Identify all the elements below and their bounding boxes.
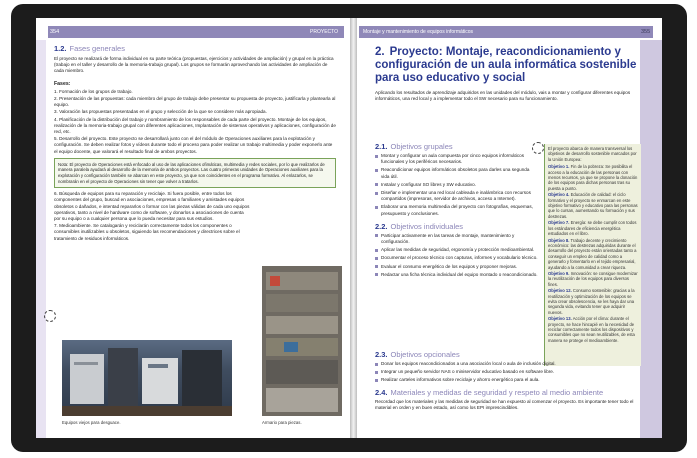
ods-item: Objetivo 8. Trabajo decente y crecimiento económico: las destrezas adquiridas durante el desarrollo del proyecto están orientadas tanto a conseguir un empleo de calidad como a generarlo y fomentarlo en el tejido empresarial, ayudando a la comunidad a crear riqueza.: [548, 237, 637, 270]
ods-intro: El proyecto abarca de manera transversal los objetivos de desarrollo sostenible marcados por la Unión Europea:: [548, 146, 637, 162]
left-edge-strip: [36, 40, 46, 438]
right-running-header: Montaje y mantenimiento de equipos informáticos: [359, 26, 653, 38]
section-2-4-text: Recordad que los materiales y las medidas de seguridad se han expuesto al comenzar el proyecto. Es importante tener todo el material en orden y en buen estado, así como los EPI imprescindibles.: [375, 398, 634, 410]
fase-item: 5. Desarrollo del proyecto. Este proyecto se desarrollará junto con el del módulo de Operaciones auxiliares para la explotación y configuración. Se deben realizar fotos y vídeos durante todo el proceso para poder realizar un trabajo multimedia y poder exponerlo ante el equipo docente, que valorará el resultado final de ambos proyectos.: [54, 136, 333, 154]
old-computers-image: [62, 340, 232, 416]
fase-item: 6. Búsqueda de equipos para su reparación y reciclaje. Si fuera posible, entre todos los componentes del grupo, buscad en asociaciones, empresas o familiares y amistades equipos obsoletos o dañados, e intentad repararlos o formar con las piezas válidas de cada uno equipos operativos, tanto a nivel de hardware como de software, y donarlos a asociaciones de cuenta por su equipo o a cualquier persona que lo pueda necesitar para sus estudios.: [54, 191, 250, 222]
ods-item: Objetivo 12. Consumo sostenible: gracias a la reutilización y optimización de los equipos se evita crear obsolescencia, se les haya dar una segunda vida, evitando tener que adquirir nuevos.: [548, 288, 635, 315]
caption-old-computers: Equipos viejos para desguace.: [62, 420, 121, 425]
section-2-1-heading: 2.1. Objetivos grupales: [375, 142, 453, 151]
old-computers-photo: [62, 340, 232, 416]
ods-item: Objetivo 1. Fin de la pobreza: Se posibilita el acceso a la educación de las personas con menos recursos, ya que se propone la donación de los equipos para dichas personas tras su puesta a punto.: [548, 164, 638, 191]
section-2-3-heading: 2.3. Objetivos opcionales: [375, 350, 460, 359]
list-item: Aplicar las medidas de seguridad, ergonomía y protección medioambiental.: [375, 247, 539, 253]
caption-parts-cabinet: Armario para piezas.: [262, 420, 302, 425]
ods-item: Objetivo 7. Energía: se debe cumplir con todos los estándares de eficiencia energética estudiados en el libro.: [548, 220, 637, 237]
fase-item: 3. Valoración las propuestas presentadas en el grupo y selección de la que se considere más apropiada.: [54, 109, 267, 115]
left-page: [36, 18, 350, 438]
list-item: Diseñar e implementar una red local cableada e inalámbrica con recursos compartidos (impresoras, servidor de archivos, acceso a Internet).: [375, 190, 539, 202]
list-item: Evaluar el consumo energético de los equipos y proponer mejoras.: [375, 264, 539, 270]
right-edge-strip: [640, 40, 662, 438]
left-content: [54, 44, 336, 242]
fase-item: 4. Planificación de la distribución del trabajo y nombramiento de los responsables de cada parte del proyecto. Montaje de los equipos, realización de la memoria-trabajo grupal con diferentes aplicaciones, Implantación de sistemas operativos y aplicaciones, configuración de red, etc.: [54, 116, 336, 135]
left-running-header: PROYECTO: [48, 26, 344, 38]
parts-cabinet-photo: [262, 266, 342, 416]
section-2-4-heading: 2.4. Materiales y medidas de seguridad y respeto al medio ambiente: [375, 387, 604, 397]
right-title-block: [375, 46, 639, 102]
list-item: Realizar carteles informativos sobre reciclaje y ahorro energético para el aula.: [375, 377, 641, 383]
left-page-number: 354: [50, 29, 60, 35]
ods-item: Objetivo 9. Innovación: se consigue modernizar la reutilización de los equipos para diversos fines.: [548, 270, 638, 287]
list-item: Reacondicionar equipos informáticos obsoletos para darles una segunda vida útil.: [375, 167, 539, 179]
section-2-2-heading: 2.2. Objetivos individuales: [375, 221, 464, 231]
fase-item: 2. Presentación de las propuestas: cada miembro del grupo de trabajo debe presentar su propuesta de proyecto, justificarla y plantearla al equipo.: [54, 96, 336, 108]
list-item: Montar y configurar un aula compuesta por cinco equipos informáticos funcionales y los periféricos necesarios.: [375, 153, 539, 165]
list-item: Redactar una ficha técnica individual del equipo montado o reacondicionado.: [375, 272, 539, 278]
ods-icon: [532, 142, 544, 154]
list-item: Documentar el proceso técnico con capturas, informes y vocabulario técnico.: [375, 255, 539, 261]
list-item: Instalar y configurar SO libres y SW educativo.: [375, 182, 539, 188]
ods-objectives-box: [544, 144, 641, 366]
note-box: Nota: El proyecto de Operaciones está enfocado al uso de las aplicaciones ofimáticas, multimedia y redes sociales, por lo que realizarlos de manera paralela ayudará al desarrollo de la memoria de ambos proyectos. Las cuatro primeras unidades de Operaciones auxiliares para la explotación y configuración también se abarcan en este proyecto, ya que son coincidentes en el programa formativo. Al enlazarlos, se nombrarán en el proyecto de Operaciones sin tener que volver a tratarlos.: [54, 158, 336, 188]
book-gutter: [350, 18, 357, 438]
list-item: Elaborar una memoria multimedia del proyecto con fotografías, esquemas, presupuesto y conclusiones.: [375, 204, 539, 216]
fases-label: Fases:: [54, 80, 71, 87]
right-main-column: [375, 142, 539, 280]
right-intro: Aplicando los resultados de aprendizaje adquiridos en las unidades del módulo, vais a montar y configurar diferentes equipos informáticos, una red local y a implementar todo el SW necesario para su funcionamiento.: [375, 90, 631, 102]
left-intro: El proyecto se realizará de forma individual en su parte teórica (propuestas, ejercicios y actividades de ampliación) y grupal en la práctica (trabajo en el taller y desarrollo de la memoria-trabajo grupal). Los grupos se formarán aprovechando las actividades de ampliación de cada miembro.: [54, 56, 334, 74]
right-page: [357, 18, 662, 438]
parts-cabinet-image: [262, 266, 342, 416]
ods-item: Objetivo 4. Educación de calidad: el ciclo formativo y el proyecto se enmarcan en este objetivo formativo y educativo para las personas que lo cursan, aumentando su formación y sus destrezas.: [548, 192, 638, 219]
fase-item: 1. Formación de los grupos de trabajo.: [54, 88, 133, 94]
fase-item: 7. Medioambiente. Se catalogarán y reciclarán correctamente todos los componentes o consumibles inutilizables u obsoletos, siguiendo las recomendaciones y directrices sobre el tratamiento de residuos informáticos.: [54, 223, 240, 241]
right-bottom-block: [375, 350, 641, 411]
ods-item: Objetivo 13. Acción por el clima: durante el proyecto, se hace hincapié en la necesidad de reciclar correctamente todos los dispositivos y consumibles que no sean reutilizables, de esta manera se protege el medioambiente.: [548, 316, 635, 343]
ods-icon: [44, 310, 56, 322]
section-1-2-heading: 1.2. Fases generales: [54, 44, 125, 53]
list-item: Participar activamente en las tareas de montaje, mantenimiento y configuración.: [375, 233, 539, 245]
list-item: Integrar un pequeño servidor NAS o miniservidor educativo basado en software libre.: [375, 369, 641, 375]
list-item: Donar los equipos reacondicionados a una asociación local o aula de inclusión digital.: [375, 361, 641, 367]
project-title: 2. Proyecto: Montaje, reacondicionamiento y configuración de un aula informática sostenible para uso educativo y social: [375, 46, 637, 84]
right-page-number: 355: [641, 29, 651, 35]
